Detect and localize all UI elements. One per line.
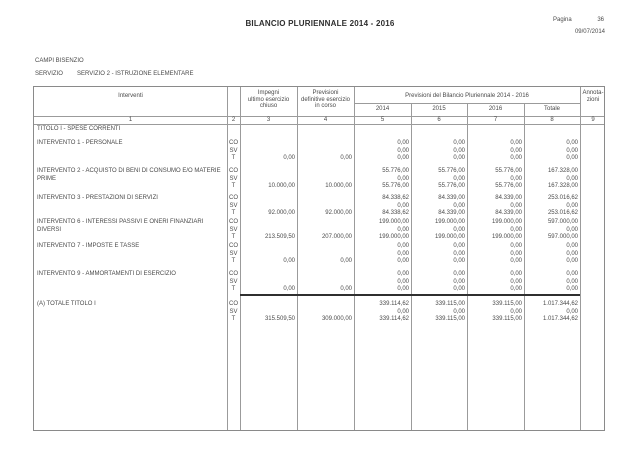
row-label: INTERVENTO 9 - AMMORTAMENTI DI ESERCIZIO [37,271,176,277]
table-row [34,140,606,163]
cell-y2014: 84.338,62 0,00 84.338,62 [382,195,409,216]
col-header-annotazioni [580,90,606,103]
cell-previsioni: 0,00 [340,286,352,292]
col-header-line: zioni [586,96,600,103]
cell-y2016: 84.339,00 0,00 84.339,00 [495,195,522,216]
row-label: INTERVENTO 2 - ACQUISTO DI BENI DI CONSUMO E/O MATERIE PRIME [37,168,221,182]
cell-impegni: 92.000,00 [268,210,295,216]
table-row [34,243,606,266]
cell-y2014: 0,00 0,00 0,00 [397,243,409,264]
cell-y2015: 0,00 0,00 0,00 [453,271,465,292]
table-row [34,219,606,242]
table-row [34,168,606,191]
col-header-2016: 2016 [488,106,503,112]
col-number: 5 [380,117,385,123]
col-number: 9 [591,117,595,123]
cell-y2014: 55.776,00 0,00 55.776,00 [382,168,409,189]
page-number: 36 [597,17,604,23]
cell-totale: 0,00 0,00 0,00 [566,140,578,161]
col-header-totale: Totale [543,106,560,112]
col-header-2015: 2015 [432,106,446,112]
col-header-line: ultimo esercizio [247,96,290,103]
section-title: TITOLO I - SPESE CORRENTI [37,126,121,132]
col-number: 2 [231,117,236,123]
cell-previsioni: 0,00 [340,258,352,264]
cell-y2016: 55.776,00 0,00 55.776,00 [495,168,522,189]
col-number: 4 [323,117,328,123]
co-sv-t-labels: CO SV T [229,168,238,189]
col-number: 1 [128,117,133,123]
cell-totale: 0,00 0,00 0,00 [566,271,578,292]
row-label: INTERVENTO 3 - PRESTAZIONI DI SERVIZI [37,195,158,201]
col-header-line: definitive esercizio [300,96,351,103]
cell-totale: 597.000,00 0,00 597.000,00 [547,219,578,240]
cell-impegni: 213.509,50 [264,234,295,240]
table-row [34,195,606,218]
cell-y2014: 0,00 0,00 0,00 [397,140,409,161]
row-label: INTERVENTO 6 - INTERESSI PASSIVI E ONERI FINANZIARI DIVERSI [37,219,204,233]
table-total-row [34,301,606,324]
co-sv-t-labels: CO SV T [229,140,238,161]
col-header-2014: 2014 [375,106,390,112]
col-header-interventi: Interventi [118,93,143,99]
cell-y2015: 0,00 0,00 0,00 [453,140,465,161]
co-sv-t-labels: CO SV T [229,243,238,264]
cell-y2015: 0,00 0,00 0,00 [453,243,465,264]
cell-previsioni: 207.000,00 [321,234,352,240]
col-number: 6 [437,117,441,123]
total-separator-line [240,294,580,296]
cell-previsioni: 309.000,00 [321,316,352,322]
co-sv-t-labels: CO SV T [229,219,238,240]
col-header-line: chiuso [259,103,278,110]
col-number: 7 [493,117,498,123]
row-label: (A) TOTALE TITOLO I [37,301,96,307]
cell-y2015: 55.776,00 0,00 55.776,00 [438,168,465,189]
cell-impegni: 0,00 [283,258,295,264]
service-value: SERVIZIO 2 - ISTRUZIONE ELEMENTARE [77,71,194,77]
cell-impegni: 0,00 [283,155,295,161]
col-header-previsioni-definitive [297,90,354,110]
row-label: INTERVENTO 7 - IMPOSTE E TASSE [37,243,140,249]
cell-previsioni: 92.000,00 [325,210,352,216]
col-header-impegni [240,90,297,110]
table-row [34,271,606,294]
cell-previsioni: 10.000,00 [325,183,352,189]
budget-table [33,86,605,431]
cell-totale: 0,00 0,00 0,00 [566,243,578,264]
cell-impegni: 0,00 [283,286,295,292]
col-number: 8 [550,117,554,123]
entity-name: CAMPI BISENZIO [35,58,84,64]
cell-totale: 253.016,62 0,00 253.016,62 [547,195,578,216]
cell-y2016: 0,00 0,00 0,00 [510,243,522,264]
cell-totale: 1.017.344,62 0,00 1.017.344,62 [542,301,578,322]
page-label: Pagina [553,17,572,23]
cell-y2014: 199.000,00 0,00 199.000,00 [378,219,409,240]
col-header-group-pluriennale: Previsioni del Bilancio Pluriennale 2014 - 2016 [405,93,529,99]
cell-y2016: 199.000,00 0,00 199.000,00 [491,219,522,240]
cell-y2016: 339.115,00 0,00 339.115,00 [492,301,522,322]
cell-impegni: 10.000,00 [268,183,295,189]
col-header-line: Impegni [257,90,280,96]
cell-previsioni: 0,00 [340,155,352,161]
table-gridline [354,103,580,104]
table-gridline [34,124,604,125]
cell-y2015: 199.000,00 0,00 199.000,00 [434,219,465,240]
row-label: INTERVENTO 1 - PERSONALE [37,140,123,146]
document-date: 09/07/2014 [574,29,605,35]
document-title: BILANCIO PLURIENNALE 2014 - 2016 [245,19,395,28]
co-sv-t-labels: CO SV T [229,301,238,322]
cell-y2014: 0,00 0,00 0,00 [397,271,409,292]
cell-y2016: 0,00 0,00 0,00 [510,271,522,292]
col-header-line: Previsioni [312,90,339,96]
col-header-line: in corso [314,103,336,110]
co-sv-t-labels: CO SV T [229,271,238,292]
cell-y2014: 339.114,62 0,00 339.114,62 [379,301,409,322]
co-sv-t-labels: CO SV T [229,195,238,216]
service-label: SERVIZIO [35,71,63,77]
cell-impegni: 315.509,50 [264,316,295,322]
cell-y2016: 0,00 0,00 0,00 [510,140,522,161]
col-number: 3 [266,117,271,123]
cell-y2015: 339.115,00 0,00 339.115,00 [435,301,465,322]
cell-y2015: 84.339,00 0,00 84.339,00 [438,195,465,216]
cell-totale: 167.328,00 0,00 167.328,00 [547,168,578,189]
col-header-line: Annota- [582,90,604,96]
